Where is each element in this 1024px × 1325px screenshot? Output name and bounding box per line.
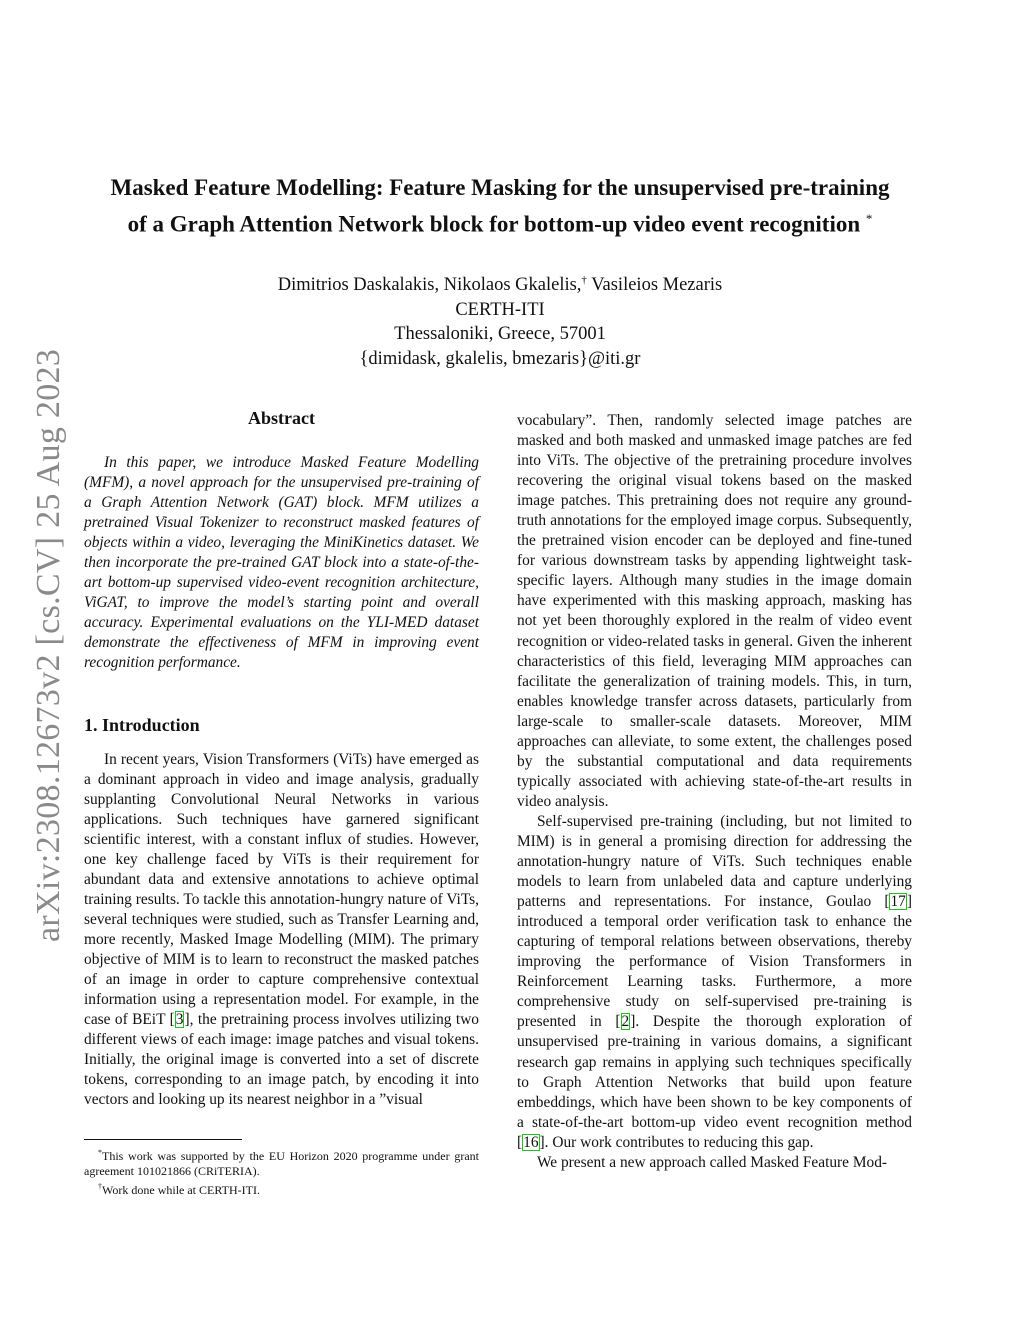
- abstract-heading: Abstract: [248, 408, 315, 428]
- footnote-divider: [84, 1139, 242, 1140]
- footnote-dagger-mark: †: [98, 1182, 102, 1191]
- right-column: [517, 411, 912, 1173]
- intro-p2-text-b: introduced a temporal order verification task to enhance the capturing of temporal relations between observations, thereby improving the performance of Vision Transformers in Reinforcement Learning tasks. Furthermore, a more comprehensive study on self-supervised pre-training is presented in: [517, 913, 912, 1031]
- title-footnote-mark: *: [865, 211, 873, 226]
- paper-title: [90, 172, 910, 240]
- intro-p2-text-c: . Despite the thorough exploration of unsupervised pre-training in various domains, a significant research gap remains in applying such techniques specifically to Graph Attention Networks that build upon feature embeddings, which have been shown to be key components of a state-of-the-art bottom-up video event recognition method: [517, 1013, 913, 1131]
- dagger-mark: †: [581, 274, 587, 286]
- footnote-funding-text: This work was supported by the EU Horizon 2020 programme under grant agreement 101021866 (CRiTERIA).: [84, 1149, 479, 1178]
- affiliation: CERTH-ITI: [455, 299, 545, 320]
- author-block: [200, 268, 800, 371]
- author-names-b: Vasileios Mezaris: [586, 275, 723, 296]
- intro-p1-text-b: , the pretraining process involves utilizing two different views of each image: image patches and visual tokens. Initially, the original image is converted into a set of discrete tokens, corresponding to an image patch, by encoding it into vectors and looking up its nearest neighbor in a ”visual: [84, 1011, 480, 1109]
- abstract-text: In this paper, we introduce Masked Feature Modelling (MFM), a novel approach for the unsupervised pre-training of a Graph Attention Network (GAT) block. MFM utilizes a pretrained Visual Tokenizer to reconstruct masked features of objects within a video, leveraging the MiniKinetics dataset. We then incorporate the pre-trained GAT block into a state-of-the-art bottom-up supervised video-event recognition architecture, ViGAT, to improve the model’s starting point and overall accuracy. Experimental evaluations on the YLI-MED dataset demonstrate the effectiveness of MFM in improving event recognition performance.: [84, 454, 479, 672]
- citation-17-link[interactable]: 17: [890, 893, 906, 911]
- location: Thessaloniki, Greece, 57001: [394, 324, 606, 345]
- arxiv-side-stamp: arXiv:2308.12673v2 [cs.CV] 25 Aug 2023: [30, 348, 67, 942]
- footnote-funding: [84, 1145, 479, 1179]
- citation-3-link[interactable]: 3: [175, 1011, 184, 1029]
- title-line-1: Masked Feature Modelling: Feature Masking for the unsupervised pre-training: [110, 175, 890, 200]
- intro-p2-text-d: . Our work contributes to reducing this gap.: [544, 1133, 814, 1151]
- footnotes: [84, 1145, 479, 1198]
- citation-16-link[interactable]: 16: [523, 1133, 539, 1151]
- footnote-dagger-text: Work done while at CERTH-ITI.: [102, 1183, 260, 1197]
- intro-paragraph-1: In recent years, Vision Transformers (ViTs) have emerged as a dominant approach in video and image analysis, gradually supplanting Convolutional Neural Networks in various applications. Such techniques have garnered significant scientific interest, with a constant influx of studies. However, one key challenge faced by ViTs is their requirement for abundant data and extensive annotations to achieve optimal training results. To tackle this annotation-hungry nature of ViTs, several techniques were studied, such as Transfer Learning and, more recently, Masked Image Modelling (MIM). The primary objective of MIM is to learn to reconstruct the masked patches of an image in order to capture comprehensive contextual information using a representation model. For example, in the case of BEiT [3], the pretraining process involves utilizing two different views of each image: image patches and visual tokens. Initially, the original image is converted into a set of discrete tokens, corresponding to an image patch, by encoding it into vectors and looking up its nearest neighbor in a ”visual: [84, 750, 480, 1109]
- footnote-star-mark: *: [98, 1148, 102, 1157]
- intro-paragraph-1-continued: vocabulary”. Then, randomly selected image patches are masked and both masked and unmasked image patches are fed into ViTs. The objective of the pretraining procedure involves recovering the original visual tokens based on the masked image patches. This pretraining does not require any ground-truth annotations for the employed image corpus. Subsequently, the pretrained vision encoder can be deployed and fine-tuned for various downstream tasks by appending lightweight task-specific layers. Although many studies in the image domain have experimented with this masking approach, masking has not yet been thoroughly explored in the realm of video event recognition or video-related tasks in general. Given the inherent characteristics of this field, leveraging MIM approaches can facilitate the generalization of training models. This, in turn, enables knowledge transfer across datasets, particularly from large-scale to smaller-scale datasets. Moreover, MIM approaches can alleviate, to some extent, the challenges posed by the substantial computational and data requirements typically associated with achieving state-of-the-art results in video analysis.: [517, 412, 912, 810]
- intro-p1-text-a: In recent years, Vision Transformers (ViTs) have emerged as a dominant approach in video and image analysis, gradually supplanting Convolutional Neural Networks in various applications. Such techniques have garnered significant scientific interest, with a constant influx of studies. However, one key challenge faced by ViTs is their requirement for abundant data and extensive annotations to achieve optimal training results. To tackle this annotation-hungry nature of ViTs, several techniques were studied, such as Transfer Learning and, more recently, Masked Image Modelling (MIM). The primary objective of MIM is to learn to reconstruct the masked patches of an image in order to capture comprehensive contextual information using a representation model. For example, in the case of BEiT: [84, 750, 479, 1029]
- intro-p2-text-a: Self-supervised pre-training (including, but not limited to MIM) is in general a promising direction for addressing the annotation-hungry nature of ViTs. Such techniques enable models to learn from unlabeled data and capture underlying patterns and representations. For instance, Goulao: [517, 812, 912, 911]
- email: {dimidask, gkalelis, bmezaris}@iti.gr: [359, 348, 641, 369]
- intro-paragraph-2: Self-supervised pre-training (including, but not limited to MIM) is in general a promising direction for addressing the annotation-hungry nature of ViTs. Such techniques enable models to learn from unlabeled data and capture underlying patterns and representations. For instance, Goulao [17] introduced a temporal order verification task to enhance the capturing of temporal relations between observations, thereby improving the performance of Vision Transformers in Reinforcement Learning tasks. Furthermore, a more comprehensive study on self-supervised pre-training is presented in [2]. Despite the thorough exploration of unsupervised pre-training in various domains, a significant research gap remains in applying such techniques specifically to Graph Attention Networks that build upon feature embeddings, which have been shown to be key components of a state-of-the-art bottom-up video event recognition method [16]. Our work contributes to reducing this gap.: [517, 812, 913, 1151]
- section-heading-introduction: 1. Introduction: [84, 714, 200, 735]
- left-column: [84, 406, 479, 1110]
- citation-2-link[interactable]: 2: [621, 1013, 630, 1031]
- author-names: [200, 268, 800, 298]
- footnote-dagger: [84, 1179, 479, 1198]
- title-line-2: of a Graph Attention Network block for bottom-up video event recognition: [127, 211, 861, 237]
- author-names-a: Dimitrios Daskalakis, Nikolaos Gkalelis,: [277, 275, 582, 296]
- intro-paragraph-3: We present a new approach called Masked Feature Mod-: [537, 1153, 888, 1171]
